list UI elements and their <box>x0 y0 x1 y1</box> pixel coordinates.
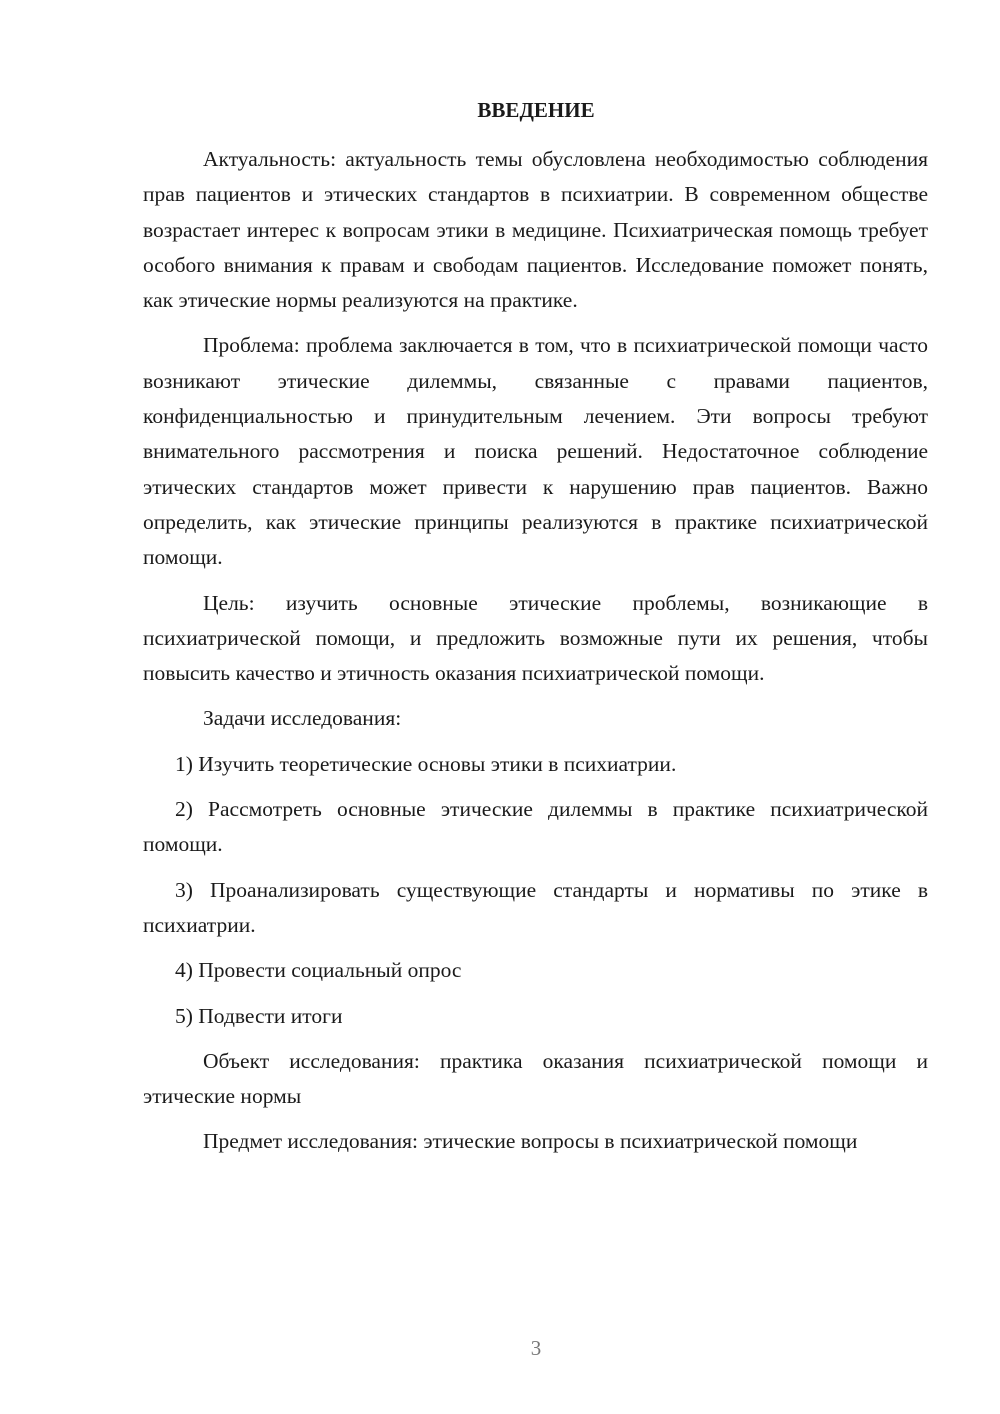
task-item-2: 2) Рассмотреть основные этические дилеммы в практике психиатрической помощи. <box>143 797 928 857</box>
goal-paragraph: Цель: изучить основные этические проблемы, возникающие в психиатрической помощи, и предложить возможные пути их решения, чтобы повысить качество и этичность оказания психиатрической помощи. <box>143 590 928 686</box>
subject-paragraph: Предмет исследования: этические вопросы в психиатрической помощи <box>203 1129 858 1154</box>
task-item-3: 3) Проанализировать существующие стандарты и нормативы по этике в психиатрии. <box>143 877 928 937</box>
object-paragraph: Объект исследования: практика оказания психиатрической помощи и этические нормы <box>143 1048 928 1109</box>
document-body <box>143 142 928 1170</box>
section-heading: ВВЕДЕНИЕ <box>477 98 595 122</box>
task-item-1: 1) Изучить теоретические основы этики в психиатрии. <box>175 751 677 776</box>
problem-paragraph: Проблема: проблема заключается в том, что в психиатрической помощи часто возникают этические дилеммы, связанные с правами пациентов, конфиденциальностью и принудительным лечением. Эти вопросы требуют внимательного рассмотрения и поиска решений. Недостаточное соблюдение этических стандартов может привести к нарушению прав пациентов. Важно определить, как этические принципы реализуются в практике психиатрической помощи. <box>143 333 928 570</box>
page-number: 3 <box>530 1336 542 1360</box>
task-item-4: 4) Провести социальный опрос <box>175 958 462 983</box>
task-item-5: 5) Подвести итоги <box>175 1003 343 1028</box>
relevance-paragraph: Актуальность: актуальность темы обусловлена необходимостью соблюдения прав пациентов и этических стандартов в психиатрии. В современном обществе возрастает интерес к вопросам этики в медицине. Психиатрическая помощь требует особого внимания к правам и свободам пациентов. Исследование поможет понять, как этические нормы реализуются на практике. <box>143 147 928 313</box>
tasks-heading: Задачи исследования: <box>203 706 402 731</box>
